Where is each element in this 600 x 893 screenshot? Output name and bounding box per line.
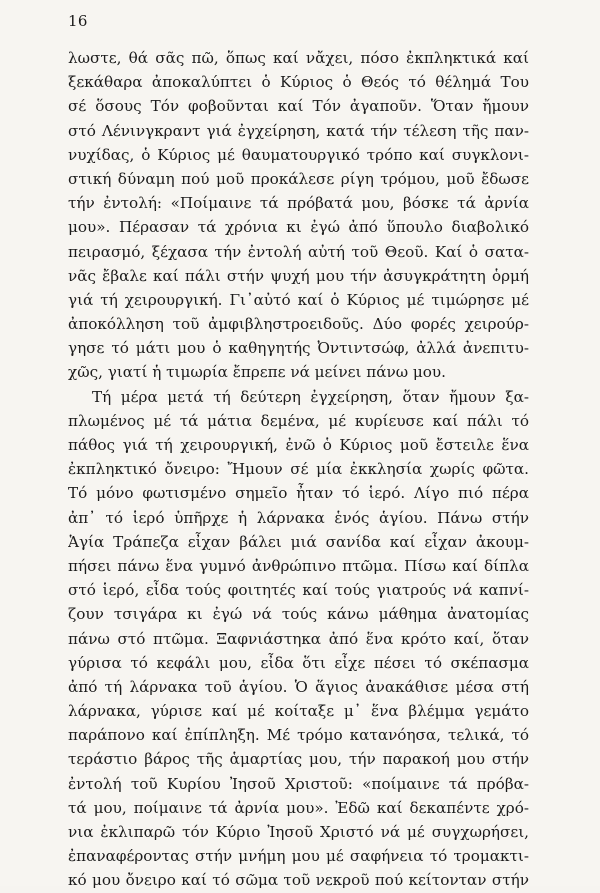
text-line: λάρνακα, γύρισε καί μέ κοίταξε μ᾽ ἕνα βλέμμα γεμάτο bbox=[68, 702, 529, 721]
text-line: ἐντολή τοῦ Κυρίου Ἰησοῦ Χριστοῦ: «ποίμαινε τά πρόβα- bbox=[68, 774, 529, 793]
text-line: ἀπό τή λάρνακα τοῦ ἁγίου. Ὁ ἅγιος ἀνακάθισε μέσα στή bbox=[68, 677, 529, 696]
text-line: νια ἐκλιπαρῶ τόν Κύριο Ἰησοῦ Χριστό νά μέ συγχωρήσει, bbox=[68, 823, 529, 841]
body-text bbox=[68, 46, 529, 893]
text-line: σέ ὅσους Τόν φοβοῦνται καί Τόν ἀγαποῦν. Ὅταν ἤμουν bbox=[68, 97, 529, 116]
text-line: ἐκπληκτικό ὄνειρο: Ἤμουν σέ μία ἐκκλησία χωρίς φῶτα. bbox=[68, 460, 529, 479]
text-line: Ἁγία Τράπεζα εἶχαν βάλει μιά σανίδα καί εἶχαν ἀκουμ- bbox=[68, 532, 529, 551]
text-line: ζουν τσιγάρα κι ἐγώ νά τούς κάνω μάθημα ἀνατομίας bbox=[68, 605, 529, 624]
page-number: 16 bbox=[68, 12, 88, 30]
text-line: πάθος γιά τή χειρουργική, ἐνῶ ὁ Κύριος μοῦ ἔστειλε ἕνα bbox=[68, 436, 529, 454]
text-line: ἀπ᾽ τό ἱερό ὑπῆρχε ἡ λάρνακα ἑνός ἁγίου. Πάνω στήν bbox=[68, 508, 529, 527]
paragraph-end-line: χῶς, γιατί ἡ τιμωρία ἔπρεπε νά μείνει πάνω μου. bbox=[68, 363, 446, 382]
text-line: ἀποκόλληση τοῦ ἀμφιβληστροειδοῦς. Δύο φορές χειρούρ- bbox=[68, 315, 529, 334]
text-line: πειρασμό, ξέχασα τήν ἐντολή αὐτή τοῦ Θεοῦ. Καί ὁ σατα- bbox=[68, 242, 529, 261]
text-line: νᾶς ἔβαλε καί πάλι στήν ψυχή μου τήν ἀσυγκράτητη ὁρμή bbox=[68, 266, 529, 285]
text-line: παράπονο καί ἐπίπληξη. Μέ τρόμο κατανόησα, τελικά, τό bbox=[68, 726, 529, 745]
text-line: γιά τή χειρουργική. Γι᾽αὐτό καί ὁ Κύριος μέ τιμώρησε μέ bbox=[68, 290, 529, 309]
text-line: ξεκάθαρα ἀποκαλύπτει ὁ Κύριος ὁ Θεός τό θέλημά Του bbox=[68, 73, 529, 92]
text-line: στό Λένινγκραντ γιά ἐγχείρηση, κατά τήν τέλεση τῆς παν- bbox=[68, 121, 529, 140]
text-line: μου». Πέρασαν τά χρόνια κι ἐγώ ἀπό ὕπουλο διαβολικό bbox=[68, 218, 529, 237]
text-line: νυχίδας, ὁ Κύριος μέ θαυματουργικό τρόπο καί συγκλονι- bbox=[68, 145, 529, 164]
text-line: γύρισα τό κεφάλι μου, εἶδα ὅτι εἶχε πέσει τό σκέπασμα bbox=[68, 653, 529, 672]
text-line: στό ἱερό, εἶδα τούς φοιτητές καί τούς γιατρούς νά καπνί- bbox=[68, 581, 529, 600]
paragraph-start-line: Τή μέρα μετά τή δεύτερη ἐγχείρηση, ὅταν ἤμουν ξα- bbox=[92, 387, 529, 406]
text-line: τήν ἐντολή: «Ποίμαινε τά πρόβατά μου, βόσκε τά ἀρνία bbox=[68, 194, 529, 213]
text-line: γησε τό μάτι μου ὁ καθηγητής Ὀντιντσώφ, ἀλλά ἀνεπιτυ- bbox=[68, 339, 529, 358]
text-line: τεράστιο βάρος τῆς ἁμαρτίας μου, τήν παρακοή μου στήν bbox=[68, 750, 529, 769]
text-line: λωστε, θά σᾶς πῶ, ὅπως καί νἄχει, πόσο ἐκπληκτικά καί bbox=[68, 49, 529, 67]
text-line: τά μου, ποίμαινε τά ἀρνία μου». Ἐδῶ καί δεκαπέντε χρό- bbox=[68, 798, 529, 817]
text-line: πήσει πάνω ἕνα γυμνό ἀνθρώπινο πτῶμα. Πίσω καί δίπλα bbox=[68, 556, 529, 575]
text-line: Τό μόνο φωτισμένο σημεῖο ἦταν τό ἱερό. Λίγο πιό πέρα bbox=[68, 484, 529, 503]
text-line: κό μου ὄνειρο καί τό σῶμα τοῦ νεκροῦ πού κείτονταν στήν bbox=[68, 871, 529, 890]
text-line: ἐπαναφέροντας στήν μνήμη μου μέ σαφήνεια τό τρομακτι- bbox=[68, 847, 529, 866]
text-line: πλωμένος μέ τά μάτια δεμένα, μέ κυρίευσε καί πάλι τό bbox=[68, 411, 529, 430]
text-line: στική δύναμη πού μοῦ προκάλεσε ρίγη τρόμου, μοῦ ἔδωσε bbox=[68, 169, 529, 188]
text-line: πάνω στό πτῶμα. Ξαφνιάστηκα ἀπό ἕνα κρότο καί, ὅταν bbox=[68, 629, 529, 648]
